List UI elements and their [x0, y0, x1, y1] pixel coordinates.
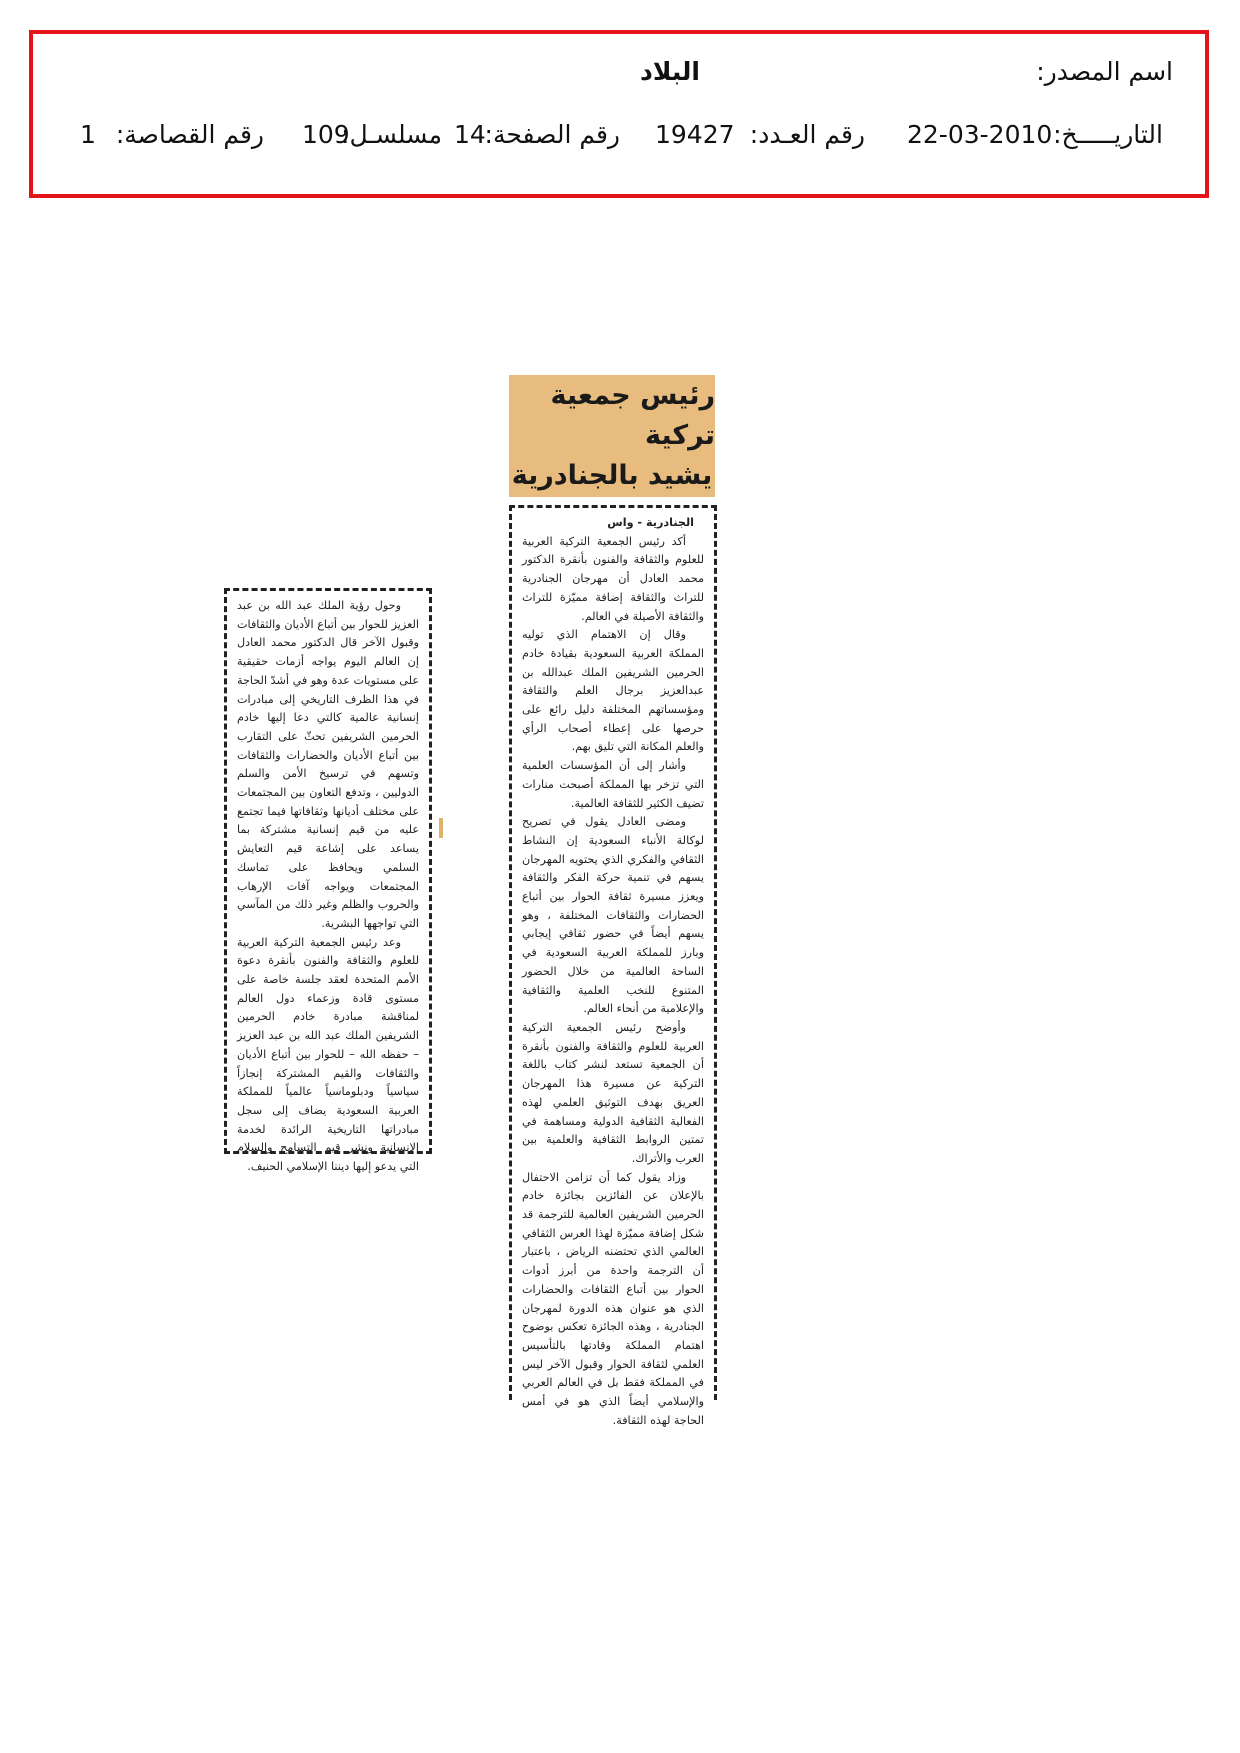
article-paragraph: وقال إن الاهتمام الذي توليه المملكة العربية السعودية بقيادة خادم الحرمين الشريفين الملك عبدالله بن عبدالعزيز برجال العلم والثقافة ومؤسساتهم المختلفة دليل رائع على حرصها على إعطاء أصحاب الرأي والعلم المكانة التي تليق بهم. — [522, 628, 704, 754]
article-paragraph: وأشار إلى أن المؤسسات العلمية التي تزخر بها المملكة أصبحت منارات تضيف الكثير للثقافة العالمية. — [522, 759, 704, 810]
headline-line-1: رئيس جمعية تركية — [550, 380, 715, 451]
headline-line-2: يشيد بالجنادرية — [511, 460, 713, 491]
date-label: التاريـــــخ: — [1053, 120, 1163, 149]
issue-value: 19427 — [655, 120, 735, 149]
page-value: 14 — [454, 120, 486, 149]
issue-label: رقم العـدد: — [749, 120, 865, 149]
article-paragraph: وأوضح رئيس الجمعية التركية العربية للعلوم والثقافة والفنون بأنقرة أن الجمعية تستعد لنشر كتاب باللغة التركية عن مسيرة هذا المهرجان العريق بهدف التوثيق العلمي لهذه الفعالية الثقافية الدولية ومساهمة في تمتين الروابط الثقافية والعلمية بين العرب والأتراك. — [522, 1020, 704, 1165]
headline-box — [509, 375, 715, 497]
serial-label: مسلسـل: — [341, 120, 442, 149]
page-label: رقم الصفحة: — [484, 120, 620, 149]
clip-label: رقم القصاصة: — [115, 120, 264, 149]
article-paragraph: وعد رئيس الجمعية التركية العربية للعلوم والثقافة والفنون بأنقرة دعوة الأمم المتحدة لعقد جلسة خاصة على مستوى قادة وزعماء دول العالم لمناقشة مبادرة خادم الحرمين الشريفين الملك عبد الله بن عبد العزيز – حفظه الله – للحوار بين أتباع الأديان والثقافات والقيم المشتركة إنجازاً سياسياً ودبلوماسياً عالمياً للمملكة العربية السعودية يضاف إلى سجل مبادراتها التاريخية الرائدة لخدمة الإنسانية ونشر قيم التسامح والسلام التي يدعو إليها ديننا الإسلامي الحنيف. — [237, 935, 419, 1174]
article-paragraph: أكد رئيس الجمعية التركية العربية للعلوم والثقافة والفنون بأنقرة الدكتور محمد العادل أن مهرجان الجنادرية للتراث والثقافة إضافة مميّزة للتراث والثقافة الأصيلة في العالم. — [522, 534, 704, 623]
article-column-left — [224, 588, 432, 1174]
article-paragraph: وحول رؤية الملك عبد الله بن عبد العزيز للحوار بين أتباع الأديان والثقافات وقبول الآخر قال الدكتور محمد العادل إن العالم اليوم يواجه أزمات حقيقية على مستويات عدة وهو في أشدّ الحاجة في هذا الظرف التاريخي إلى مبادرات إنسانية عالمية كالتي دعا إليها خادم الحرمين الشريفين تحثّ على التقارب بين أتباع الأديان والحضارات والثقافات وتسهم في ترسيخ الأمن والسلم الدوليين ، وتدفع التعاون بين المجتمعات على مختلف أديانها وثقافاتها فيما تجتمع عليه من قيم إنسانية مشتركة بما يساعد على إشاعة قيم التعايش السلمي ويحافظ على تماسك المجتمعات ويواجه آفات الإرهاب والحروب والظلم وغير ذلك من المآسي التي تواجهها البشرية. — [237, 599, 419, 930]
clipping-metadata-box — [29, 30, 1209, 198]
clip-value: 1 — [80, 120, 96, 149]
article-paragraph: وزاد يقول كما أن تزامن الاحتفال بالإعلان عن الفائزين بجائزة خادم الحرمين الشريفين العالمية للترجمة قد شكل إضافة مميّزة لهذا العرس الثقافي العالمي الذي تحتضنه الرياض ، باعتبار أن الترجمة واحدة من أبرز أدوات الحوار بين أتباع الثقافات والحضارات الذي هو عنوان هذه الدورة لمهرجان الجنادرية ، وهذه الجائزة تعكس بوضوح اهتمام المملكة وقادتها بالتأسيس العلمي لثقافة الحوار وقبول الآخر ليس في المملكة فقط بل في العالم العربي والإسلامي أيضاً الذي هو في أمس الحاجة لهذه الثقافة. — [522, 1170, 704, 1427]
serial-value: 109 — [302, 120, 350, 149]
article-byline: الجنادرية - واس — [607, 516, 694, 529]
column-marker — [439, 818, 443, 838]
source-value: البلاد — [640, 57, 700, 86]
source-label: اسم المصدر: — [1036, 57, 1173, 86]
article-column-right — [509, 505, 717, 1427]
date-value: 22-03-2010 — [907, 120, 1053, 149]
article-paragraph: ومضى العادل يقول في تصريح لوكالة الأنباء السعودية إن النشاط الثقافي والفكري الذي يحتويه المهرجان يسهم في تنمية حركة الفكر والثقافة ويعزز مسيرة ثقافة الحوار بين أتباع الحضارات والثقافات المختلفة ، وهو يسهم أيضاً في حضور ثقافي إيجابي وبارز للمملكة العربية السعودية في الساحة العالمية من خلال الحضور المتنوع للنخب العلمية والثقافية والإعلامية من أنحاء العالم. — [522, 815, 704, 1016]
